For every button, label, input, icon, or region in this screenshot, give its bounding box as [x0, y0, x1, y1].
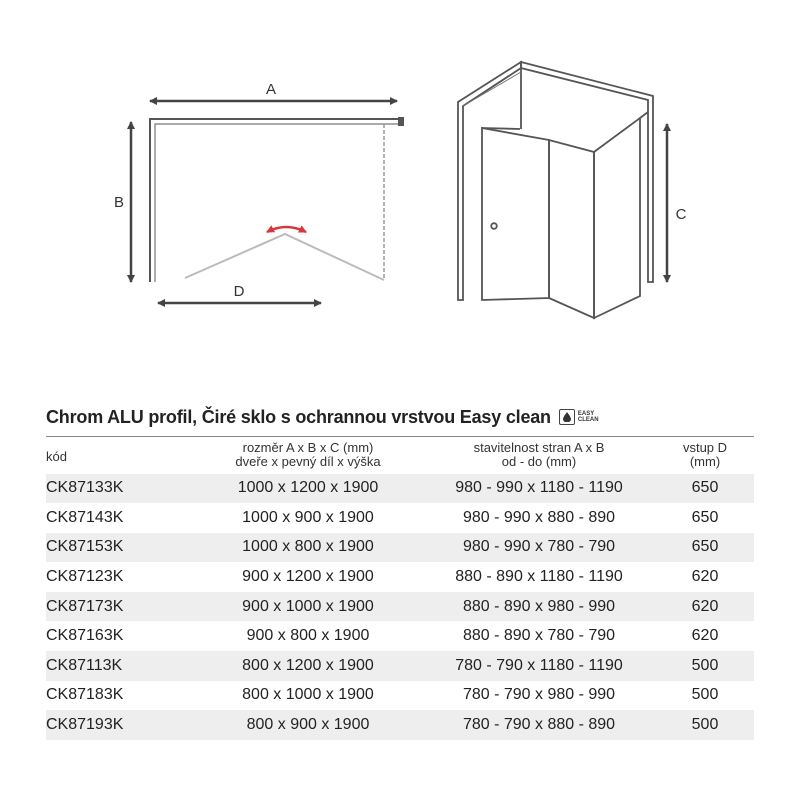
back-wall-top-edge: [463, 72, 521, 106]
cell-size: 800 x 1000 x 1900: [242, 686, 374, 704]
panel-top-rail: [482, 128, 520, 129]
table-row: [46, 651, 754, 681]
cell-adjust: 880 - 890 x 780 - 790: [462, 627, 616, 645]
cell-code: CK87123K: [46, 568, 124, 586]
header-entry: [656, 437, 754, 474]
cell-adjust: 780 - 790 x 1180 - 1190: [455, 656, 623, 674]
cell-size: 800 x 1200 x 1900: [242, 656, 374, 674]
dimension-a-label: A: [265, 81, 277, 98]
table-row: [46, 710, 754, 740]
cell-adjust: 980 - 990 x 880 - 890: [462, 508, 616, 526]
cell-adjust: 880 - 890 x 1180 - 1190: [455, 568, 623, 586]
cell-entry: 500: [691, 686, 719, 704]
cell-code: CK87183K: [46, 686, 124, 704]
perspective-view-diagram: [458, 62, 667, 318]
header-size: [194, 437, 422, 474]
header-adjust: [422, 437, 656, 474]
cell-size: 900 x 1000 x 1900: [242, 597, 374, 615]
cell-size: 1000 x 900 x 1900: [242, 508, 374, 526]
water-drop-icon: [559, 409, 575, 425]
header-code: kód: [46, 449, 67, 465]
left-wall: [458, 62, 521, 300]
cell-entry: 620: [691, 568, 719, 586]
header-size-line1: rozměr A x B x C (mm): [242, 440, 374, 456]
cell-entry: 500: [691, 716, 719, 734]
cell-adjust: 980 - 990 x 780 - 790: [462, 538, 616, 556]
dimension-b-label: B: [113, 194, 125, 211]
spec-table: [46, 436, 754, 740]
fold-panel-right: [594, 118, 640, 318]
badge-line-2: CLEAN: [577, 417, 599, 423]
back-wall: [521, 62, 653, 282]
cell-entry: 650: [691, 538, 719, 556]
panel-top-rail-2: [640, 112, 648, 118]
table-row: [46, 592, 754, 622]
header-entry-line2: (mm): [689, 454, 721, 470]
header-entry-line1: vstup D: [682, 440, 728, 456]
cell-code: CK87133K: [46, 479, 124, 497]
cell-size: 900 x 800 x 1900: [246, 627, 370, 645]
dimension-d-label: D: [233, 283, 245, 300]
table-row: [46, 503, 754, 533]
product-diagram: [0, 0, 800, 380]
cell-entry: 620: [691, 627, 719, 645]
header-adjust-line1: stavitelnost stran A x B: [473, 440, 605, 456]
cell-adjust: 880 - 890 x 980 - 990: [462, 597, 616, 615]
door-handle: [491, 223, 497, 229]
swing-arrow: [267, 227, 306, 232]
badge-text: [578, 411, 599, 423]
wall-profile: [150, 119, 403, 282]
table-row: [46, 533, 754, 563]
section-title: Chrom ALU profil, Čiré sklo s ochrannou vrstvou Easy clean: [46, 406, 551, 427]
cell-size: 900 x 1200 x 1900: [242, 568, 374, 586]
cell-code: CK87193K: [46, 716, 124, 734]
cell-entry: 650: [691, 479, 719, 497]
cell-adjust: 780 - 790 x 880 - 890: [462, 716, 616, 734]
cell-code: CK87113K: [46, 656, 123, 674]
cell-code: CK87173K: [46, 597, 124, 615]
cell-code: CK87153K: [46, 538, 124, 556]
cell-size: 800 x 900 x 1900: [246, 716, 370, 734]
cell-code: CK87143K: [46, 508, 124, 526]
cell-adjust: 980 - 990 x 1180 - 1190: [455, 479, 623, 497]
fold-panel-left: [549, 140, 594, 318]
wall-end-cap: [398, 117, 404, 126]
cell-size: 1000 x 1200 x 1900: [237, 479, 379, 497]
header-adjust-line2: od - do (mm): [501, 454, 577, 470]
table-row: [46, 474, 754, 504]
table-header-row: [46, 437, 754, 474]
cell-entry: 620: [691, 597, 719, 615]
table-row: [46, 681, 754, 711]
cell-entry: 650: [691, 508, 719, 526]
dimension-c-label: C: [675, 206, 687, 223]
cell-entry: 500: [691, 656, 719, 674]
header-size-line2: dveře x pevný díl x výška: [235, 454, 381, 470]
table-row: [46, 621, 754, 651]
cell-adjust: 780 - 790 x 980 - 990: [462, 686, 616, 704]
door-panel: [482, 128, 549, 300]
section-title-row: [46, 404, 766, 430]
table-row: [46, 562, 754, 592]
folding-door-panels: [185, 234, 384, 280]
easy-clean-badge: [559, 409, 599, 425]
cell-code: CK87163K: [46, 627, 124, 645]
badge-line-1: EASY: [577, 411, 595, 417]
cell-size: 1000 x 800 x 1900: [242, 538, 374, 556]
plan-view-diagram: [114, 81, 404, 303]
wall-profile-inner: [155, 124, 403, 282]
